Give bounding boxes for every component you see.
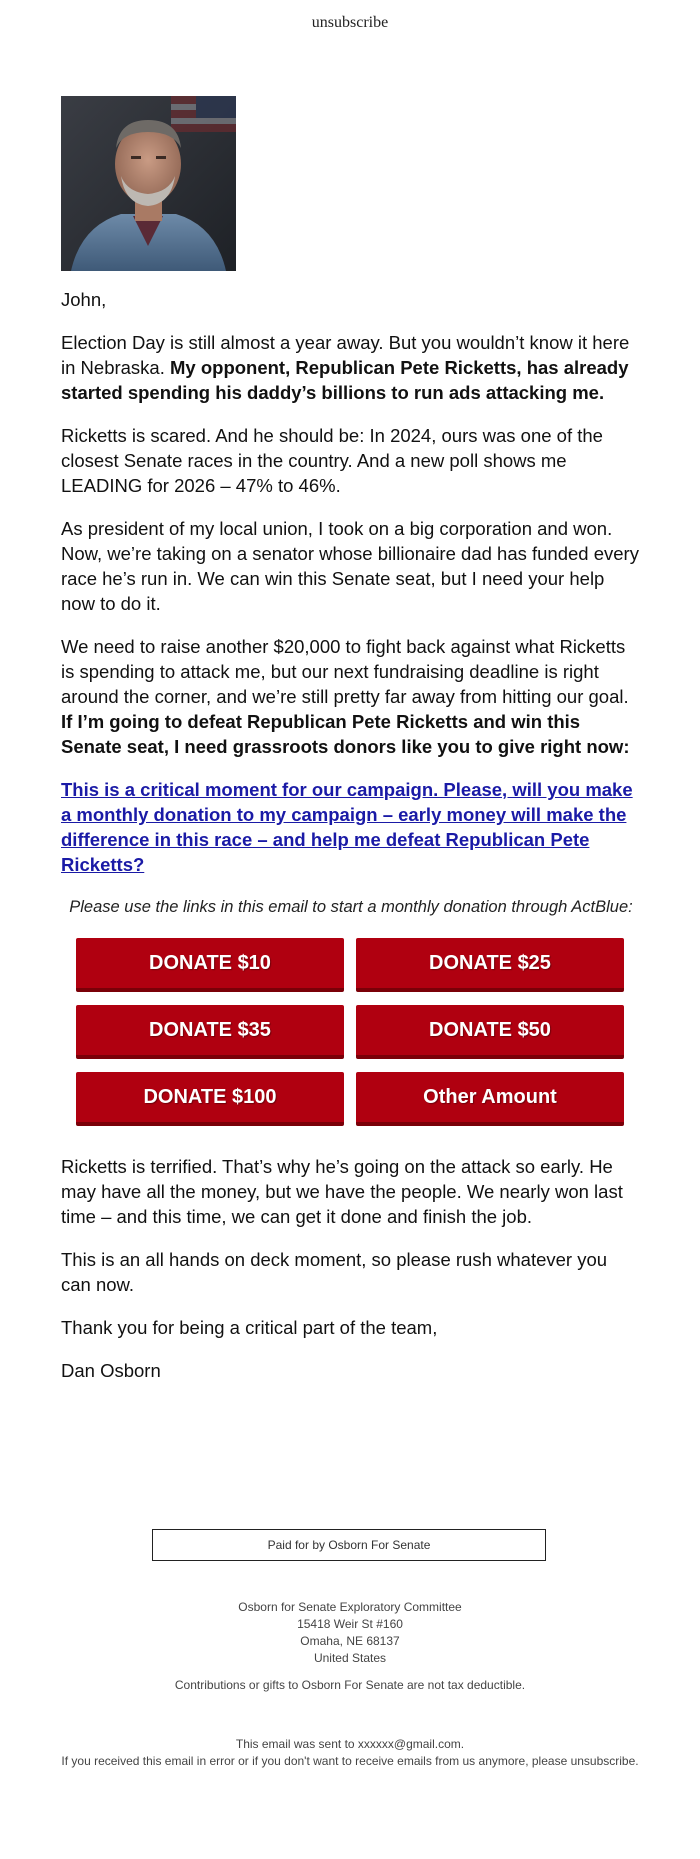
footer-address-line1: 15418 Weir St #160 — [297, 1617, 403, 1631]
paragraph-intro-bold: My opponent, Republican Pete Ricketts, has already started spending his daddy’s billions to run ads attacking me. — [61, 357, 629, 403]
paragraph-thanks: Thank you for being a critical part of the team, — [61, 1317, 438, 1338]
footer-sent-line — [0, 1736, 700, 1753]
footer-country: United States — [313, 1651, 387, 1665]
actblue-note: Please use the links in this email to start a monthly donation through ActBlue: — [69, 898, 633, 916]
paragraph-poll: Ricketts is scared. And he should be: In 2024, ours was one of the closest Senate races in the country. And a new poll shows me LEADING for 2026 – 47% to 46%. — [61, 425, 603, 496]
footer-address — [0, 1599, 700, 1667]
donate-10-button[interactable]: DONATE $10 — [76, 938, 344, 992]
footer-address-line2: Omaha, NE 68137 — [300, 1634, 400, 1648]
paragraph-union: As president of my local union, I took on a big corporation and won. Now, we’re taking on a senator whose billionaire dad has funded every race he’s run in. We can win this Senate seat, but I need your help now to do it. — [61, 518, 639, 614]
footer-sent-prefix: This email was sent to — [235, 1737, 358, 1751]
unsubscribe-link[interactable]: unsubscribe — [311, 14, 389, 31]
donation-cta-link[interactable]: This is a critical moment for our campaign. Please, will you make a monthly donation to my campaign – early money will make the difference in this race – and help me defeat Republican Pete Ricketts? — [61, 779, 633, 875]
footer-sent-suffix: . — [460, 1737, 465, 1751]
paragraph-fundraising-bold: If I’m going to defeat Republican Pete Ricketts and win this Senate seat, I need grassroots donors like you to give right now: — [61, 711, 630, 757]
footer-tax-note — [0, 1677, 700, 1694]
paragraph-terrified: Ricketts is terrified. That’s why he’s going on the attack so early. He may have all the money, but we have the people. We nearly won last time – and this time, we can get it done and finish the job. — [61, 1156, 623, 1227]
signature: Dan Osborn — [61, 1360, 161, 1381]
donate-button-grid — [76, 938, 641, 1126]
donate-35-button[interactable]: DONATE $35 — [76, 1005, 344, 1059]
footer-org-name: Osborn for Senate Exploratory Committee — [238, 1600, 462, 1614]
candidate-portrait-image — [61, 96, 236, 271]
paragraph-intro — [61, 330, 641, 405]
paragraph-intro-text: Election Day is still almost a year away. But you wouldn’t know it here in Nebraska. — [61, 332, 630, 378]
paid-for-box — [152, 1529, 546, 1561]
donate-50-button[interactable]: DONATE $50 — [356, 1005, 624, 1059]
donate-100-button[interactable]: DONATE $100 — [76, 1072, 344, 1126]
paid-for-text: Paid for by Osborn For Senate — [267, 1538, 431, 1552]
paragraph-fundraising-text: We need to raise another $20,000 to fight back against what Ricketts is spending to attack me, but our next fundraising deadline is right around the corner, and we’re still pretty far away from hitting our goal. — [61, 636, 629, 707]
footer-sent-email: xxxxxx@gmail.com — [357, 1737, 461, 1751]
footer-sent-info — [0, 1736, 700, 1770]
greeting: John, — [61, 289, 107, 310]
paragraph-fundraising — [61, 634, 641, 759]
candidate-photo — [61, 96, 236, 271]
paragraph-all-hands: This is an all hands on deck moment, so please rush whatever you can now. — [61, 1249, 608, 1295]
donate-25-button[interactable]: DONATE $25 — [356, 938, 624, 992]
donate-other-amount-button[interactable]: Other Amount — [356, 1072, 624, 1126]
footer-tax-note-text: Contributions or gifts to Osborn For Senate are not tax deductible. — [174, 1678, 526, 1692]
footer-error-note: If you received this email in error or if you don't want to receive emails from us anymore, please unsubscribe. — [61, 1754, 639, 1768]
email-body — [61, 287, 641, 1401]
